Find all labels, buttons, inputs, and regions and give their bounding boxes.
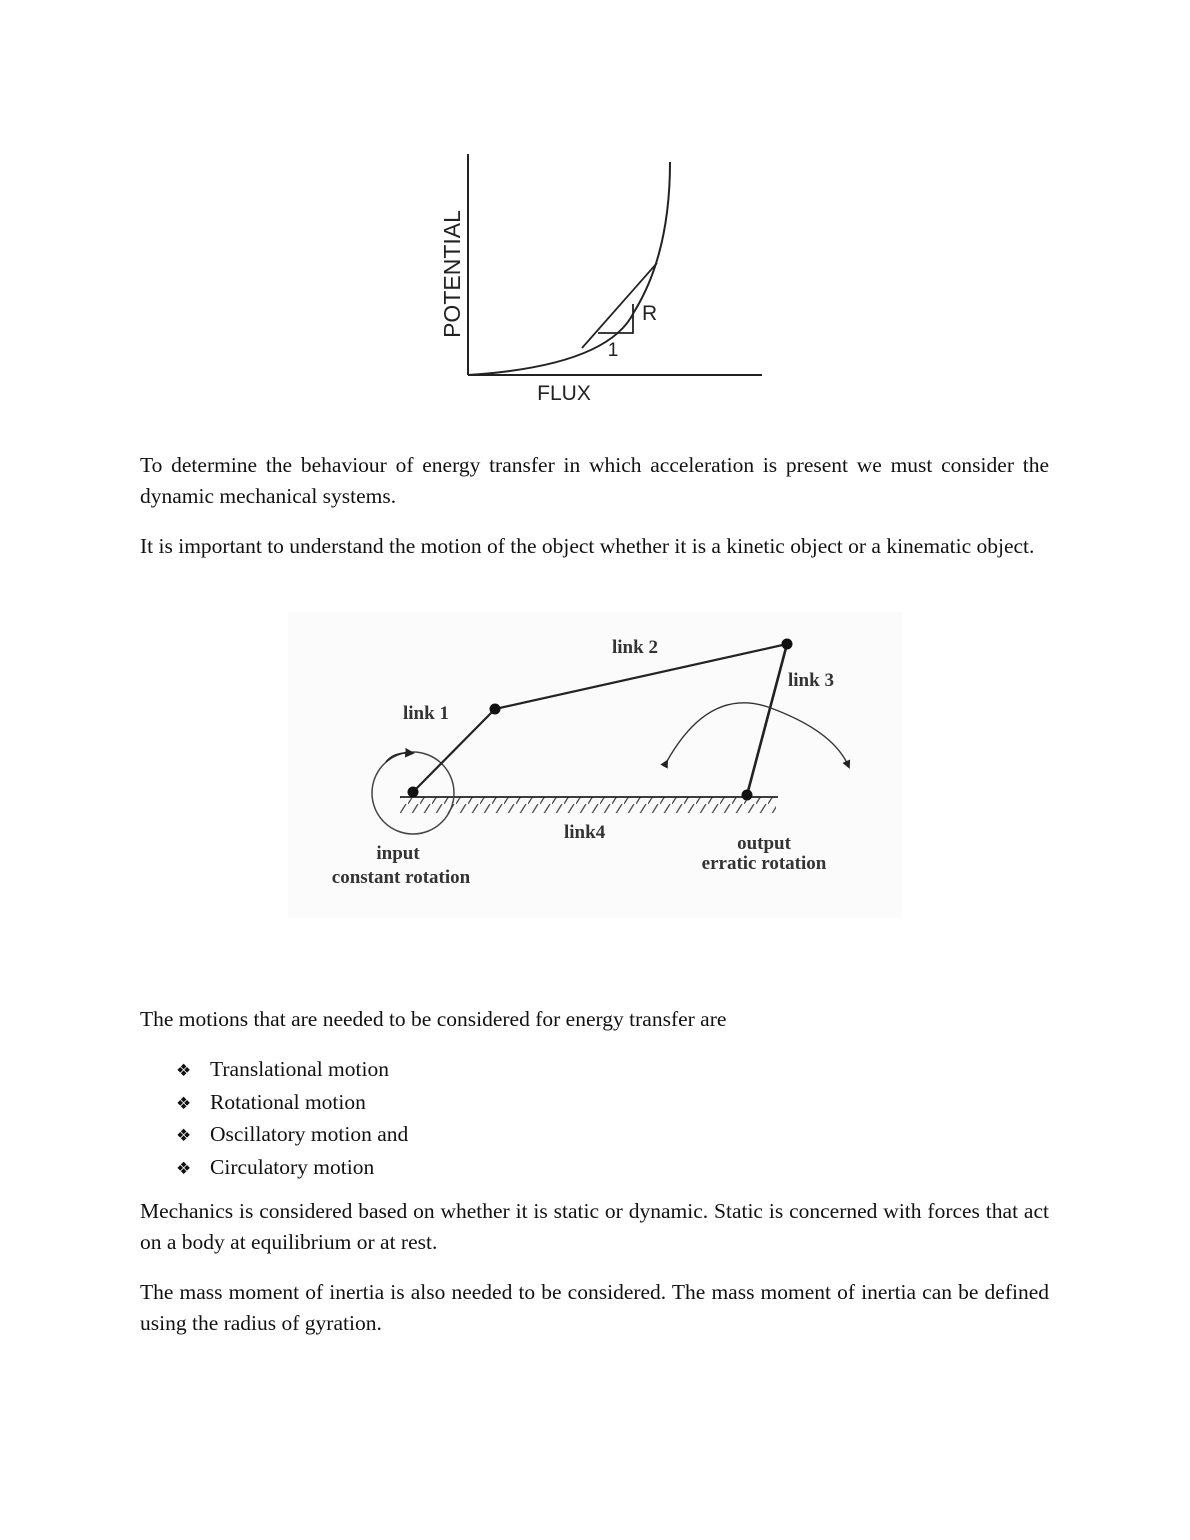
bullet-icon: ❖ — [176, 1126, 192, 1147]
paragraph-motion-object: It is important to understand the motion of the object whether it is a kinetic object or a kinematic object. — [140, 534, 1035, 558]
list-item-text: Circulatory motion — [210, 1155, 375, 1180]
pivot-output — [742, 790, 753, 801]
potential-flux-figure — [420, 150, 780, 415]
paragraph-mechanics: Mechanics is considered based on whether it is static or dynamic. Static is concerned with forces that act on a body at equilibrium or at rest. — [140, 1199, 1049, 1254]
list-item — [176, 1152, 408, 1185]
link-1-label: link 1 — [403, 703, 449, 724]
list-item — [176, 1119, 408, 1152]
bullet-icon: ❖ — [176, 1159, 192, 1180]
joint-link1-link2 — [490, 704, 501, 715]
motions-list — [176, 1054, 408, 1185]
slope-rise-label: R — [642, 302, 658, 325]
output-label: output — [737, 833, 791, 854]
slope-run-label: 1 — [607, 340, 619, 361]
bullet-icon: ❖ — [176, 1061, 192, 1081]
list-item-text: Translational motion — [210, 1057, 389, 1081]
paragraph-inertia: The mass moment of inertia is also needed to be considered. The mass moment of inertia can be defined using the radius of gyration. — [140, 1280, 1049, 1335]
paragraph-dynamic-systems: To determine the behaviour of energy transfer in which acceleration is present we must consider the dynamic mechanical systems. — [140, 453, 1049, 508]
list-item-text: Oscillatory motion and — [210, 1122, 409, 1147]
link-2-label: link 2 — [612, 637, 658, 658]
paragraph-motions-intro: The motions that are needed to be considered for energy transfer are — [140, 1007, 727, 1031]
four-bar-linkage-figure — [288, 612, 902, 918]
ground-hatching — [400, 797, 776, 813]
link-3-label: link 3 — [788, 670, 834, 691]
list-item-text: Rotational motion — [210, 1089, 366, 1114]
joint-link2-link3 — [782, 639, 793, 650]
list-item — [176, 1054, 408, 1087]
list-item — [176, 1087, 408, 1120]
input-rotation-label: constant rotation — [331, 867, 471, 888]
input-label: input — [376, 843, 420, 864]
bullet-icon: ❖ — [176, 1093, 192, 1114]
output-rotation-label: erratic rotation — [701, 853, 827, 874]
y-axis-label: POTENTIAL — [439, 210, 465, 338]
x-axis-label: FLUX — [537, 382, 591, 405]
link-4-label: link4 — [564, 822, 606, 843]
potential-curve — [468, 162, 670, 375]
pivot-input — [408, 787, 419, 798]
slope-triangle — [598, 304, 633, 333]
